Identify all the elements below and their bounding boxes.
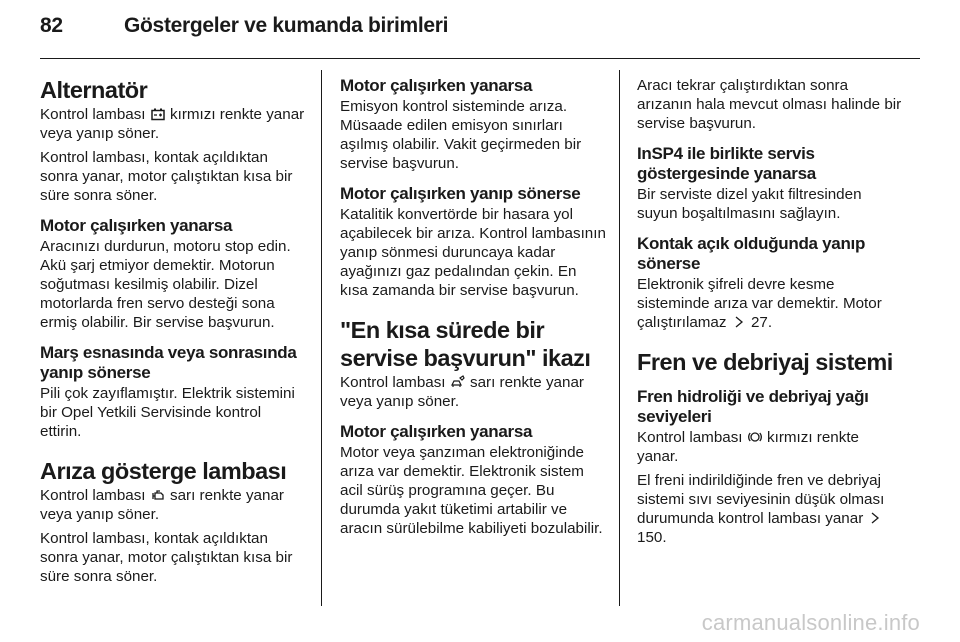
column-divider xyxy=(321,70,322,606)
section-heading-ariza: Arıza gösterge lambası xyxy=(40,458,287,484)
paragraph: El freni indirildiğinde fren ve debriyaj sistemi sıvı seviyesinin düşük olması durumunda kontrol lambası yanar 150. xyxy=(637,472,885,546)
paragraph: Aracı tekrar çalıştırdıktan sonra arızanın hala mevcut olması halinde bir servise başvurun. xyxy=(637,77,902,132)
section-heading-fren: Fren ve debriyaj sistemi xyxy=(637,349,893,375)
subheading: Motor çalışırken yanıp sönerse xyxy=(340,184,581,203)
paragraph: Kontrol lambası kırmızı renkte yanar veya yanıp söner. xyxy=(40,106,305,142)
subheading: Motor çalışırken yanarsa xyxy=(340,76,533,95)
paragraph: Emisyon kontrol sisteminde arıza. Müsaade edilen emisyon sınırları aşılmış olabilir. Vakit geçirmeden bir servise başvurun. xyxy=(340,98,582,172)
paragraph: Motor veya şanzıman elektroniğinde arıza var demektir. Elektronik sistem acil sürüş programına geçer. Bu durumda yakıt tüketimi artabilir ve aracın sürülebilme kabiliyeti bozulabilir. xyxy=(340,444,603,537)
subheading: Motor çalışırken yanarsa xyxy=(40,216,233,235)
subheading: Motor çalışırken yanarsa xyxy=(340,422,533,441)
page-header xyxy=(40,14,920,54)
paragraph: Kontrol lambası sarı renkte yanar veya yanıp söner. xyxy=(40,487,284,523)
section-heading-alternator: Alternatör xyxy=(40,77,148,103)
column-1 xyxy=(40,76,306,591)
page-reference-arrow-icon xyxy=(868,511,882,525)
paragraph: Kontrol lambası kırmızı renkte yanar. xyxy=(637,429,859,465)
brake-warning-icon xyxy=(748,430,762,444)
section-heading-servis: "En kısa sürede bir servise başvurun" ikazı xyxy=(340,317,591,371)
subheading: Kontak açık olduğunda yanıp sönerse xyxy=(637,234,866,273)
paragraph: Kontrol lambası, kontak açıldıktan sonra yanar, motor çalıştıktan kısa bir süre sonra söner. xyxy=(40,530,293,585)
running-title: Göstergeler ve kumanda birimleri xyxy=(124,14,449,37)
paragraph: Kontrol lambası, kontak açıldıktan sonra yanar, motor çalıştıktan kısa bir süre sonra söner. xyxy=(40,149,293,204)
subheading: InSP4 ile birlikte servis göstergesinde yanarsa xyxy=(637,144,816,183)
paragraph: Aracınızı durdurun, motoru stop edin. Akü şarj etmiyor demektir. Motorun soğutması kesilmiş olabilir. Dizel motorlarda fren servo desteği sona ermiş olabilir. Bir servise başvurun. xyxy=(40,238,291,331)
subheading: Fren hidroliği ve debriyaj yağı seviyeleri xyxy=(637,387,869,426)
paragraph: Katalitik konvertörde bir hasara yol açabilecek bir arıza. Kontrol lambasının yanıp sönmesi duruncaya kadar ayağınızı gaz pedalından çekin. En kısa zamanda bir servise başvurun. xyxy=(340,206,606,299)
column-3 xyxy=(637,76,903,552)
subheading: Marş esnasında veya sonrasında yanıp sönerse xyxy=(40,343,297,382)
paragraph: Kontrol lambası sarı renkte yanar veya yanıp söner. xyxy=(340,374,584,410)
paragraph: Elektronik şifreli devre kesme sisteminde arıza var demektir. Motor çalıştırılamaz 27. xyxy=(637,276,882,331)
paragraph: Bir serviste dizel yakıt filtresinden suyun boşaltılmasını sağlayın. xyxy=(637,186,862,222)
watermark: carmanualsonline.info xyxy=(701,610,920,635)
battery-icon xyxy=(151,107,165,121)
column-2 xyxy=(340,76,606,543)
page-number: 82 xyxy=(40,14,63,37)
paragraph: Pili çok zayıflamıştır. Elektrik sistemini bir Opel Yetkili Servisinde kontrol ettirin. xyxy=(40,385,295,440)
wrench-car-icon xyxy=(451,375,465,389)
header-rule xyxy=(40,58,920,59)
column-divider xyxy=(619,70,620,606)
page-reference-arrow-icon xyxy=(732,315,746,329)
engine-icon xyxy=(151,488,165,502)
